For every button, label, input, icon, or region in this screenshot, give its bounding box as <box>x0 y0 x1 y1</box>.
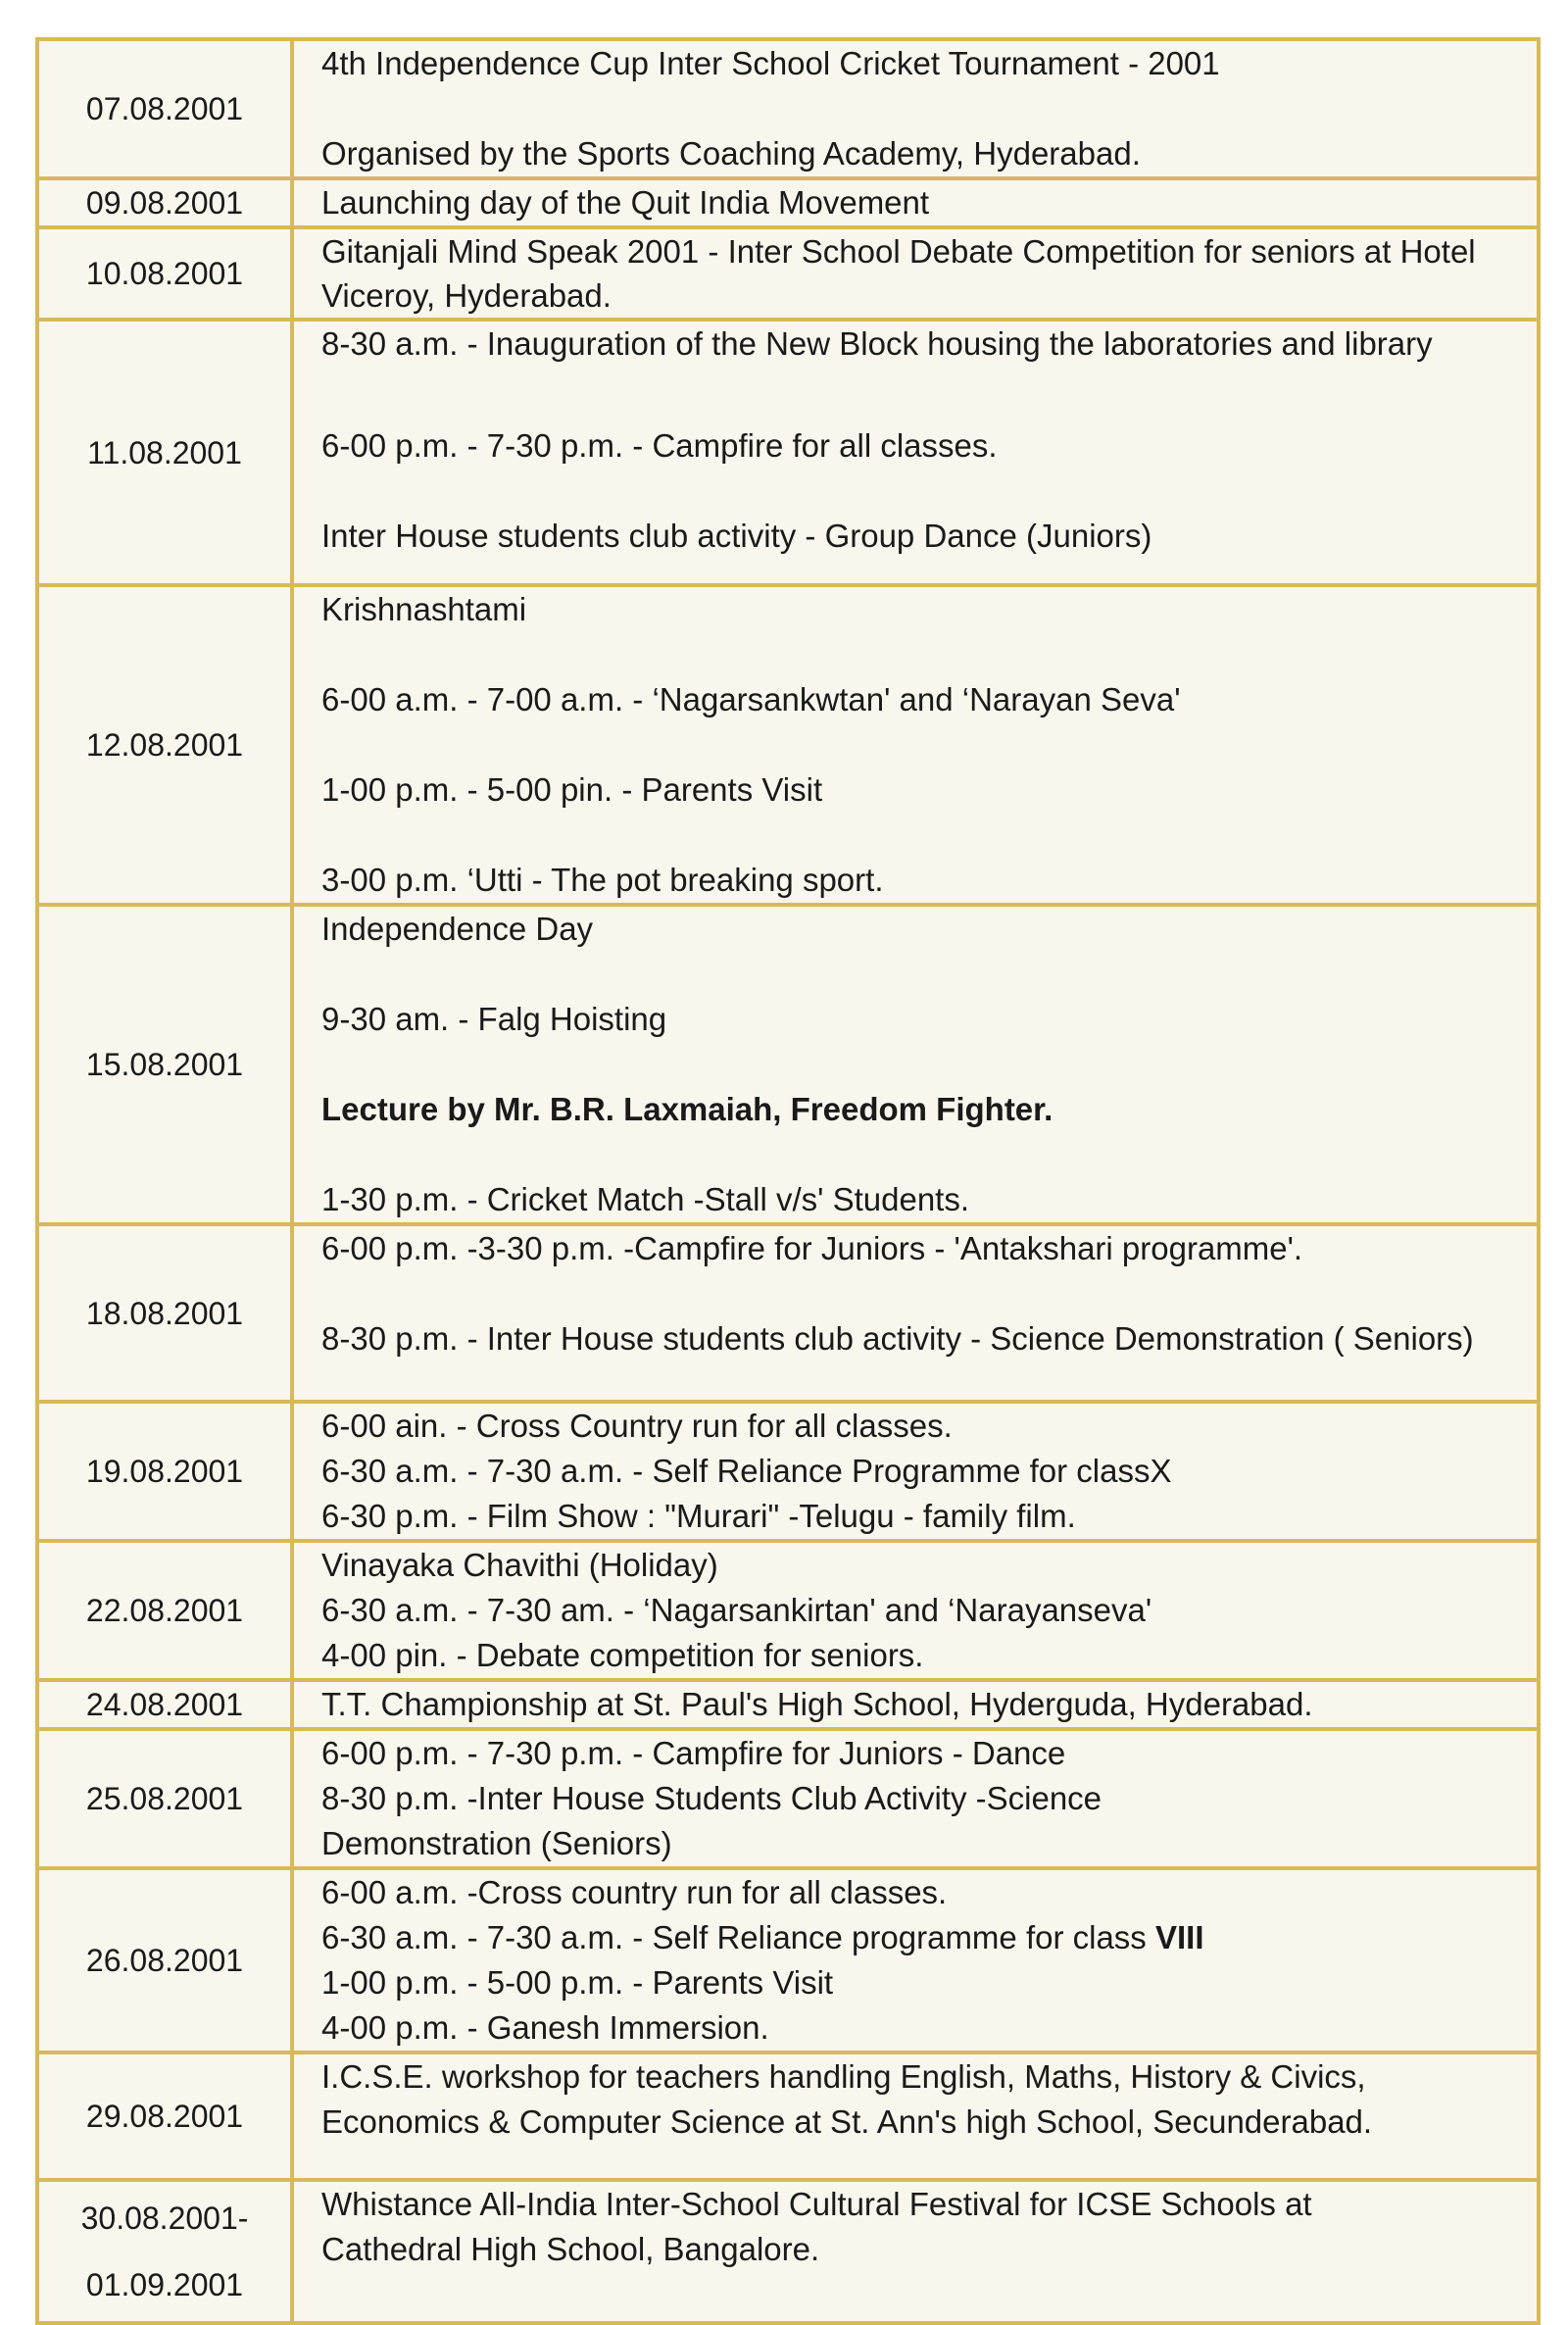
schedule-row <box>37 2053 1539 2180</box>
spacer <box>321 722 1523 767</box>
event-text: I.C.S.E. workshop for teachers handling English, Maths, History & Civics, <box>321 2058 1366 2095</box>
schedule-row <box>37 2180 1539 2323</box>
event-text: Krishnashtami <box>321 591 527 627</box>
date-cell <box>37 1224 292 1402</box>
event-text: 6-00 ain. - Cross Country run for all classes. <box>321 1408 953 1444</box>
schedule-row <box>37 1729 1539 1868</box>
schedule-row <box>37 39 1539 178</box>
event-line <box>321 2182 1523 2227</box>
event-text: 6-00 p.m. -3-30 p.m. -Campfire for Juniors - 'Antakshari programme'. <box>321 1230 1303 1266</box>
date-text: 22.08.2001 <box>85 1593 244 1628</box>
event-cell <box>292 585 1539 905</box>
date-text: 01.09.2001 <box>85 2267 244 2302</box>
event-text: Organised by the Sports Coaching Academy, Hyderabad. <box>321 135 1141 172</box>
event-text: 8-30 p.m. -Inter House Students Club Activity -Science <box>321 1780 1102 1816</box>
event-text: Economics & Computer Science at St. Ann's high School, Secunderabad. <box>321 2103 1373 2140</box>
event-line <box>321 1776 1523 1821</box>
event-line <box>321 1226 1523 1271</box>
event-line <box>321 2005 1523 2051</box>
event-line <box>321 2054 1523 2100</box>
spacer <box>321 367 1523 423</box>
event-text: 4-00 pin. - Debate competition for seniors. <box>321 1637 924 1673</box>
event-line <box>321 997 1523 1042</box>
event-text: Gitanjali Mind Speak 2001 - Inter School Debate Competition for seniors at Hotel Viceroy, Hyderabad. <box>321 233 1476 314</box>
schedule-row <box>37 320 1539 585</box>
date-text: 25.08.2001 <box>85 1781 244 1816</box>
spacer <box>321 952 1523 997</box>
event-text: Vinayaka Chavithi (Holiday) <box>321 1547 718 1583</box>
event-line <box>321 180 1523 225</box>
date-cell <box>37 178 292 227</box>
date-text: 07.08.2001 <box>85 91 244 126</box>
spacer <box>321 86 1523 131</box>
event-cell <box>292 905 1539 1224</box>
event-text: 6-30 a.m. - 7-30 a.m. - Self Reliance Programme for classX <box>321 1453 1172 1489</box>
event-text: 3-00 p.m. ‘Utti - The pot breaking sport. <box>321 862 884 898</box>
date-cell <box>37 227 292 320</box>
event-line <box>321 1633 1523 1678</box>
event-text: Lecture by Mr. B.R. Laxmaiah, Freedom Fighter. <box>321 1091 1054 1127</box>
event-line <box>321 767 1523 813</box>
event-text: Cathedral High School, Bangalore. <box>321 2231 820 2267</box>
event-cell <box>292 39 1539 178</box>
schedule-row <box>37 178 1539 227</box>
event-line <box>321 1494 1523 1539</box>
event-text: 1-30 p.m. - Cricket Match -Stall v/s' Students. <box>321 1181 970 1217</box>
date-text: 18.08.2001 <box>85 1295 244 1331</box>
event-line <box>321 131 1523 176</box>
spacer <box>321 632 1523 677</box>
event-text: Whistance All-India Inter-School Cultural Festival for ICSE Schools at <box>321 2186 1312 2222</box>
date-cell <box>37 39 292 178</box>
schedule-row <box>37 1224 1539 1402</box>
date-text: 12.08.2001 <box>85 727 244 763</box>
event-text: 6-30 p.m. - Film Show : "Murari" -Telugu - family film. <box>321 1498 1076 1534</box>
spacer <box>321 469 1523 514</box>
date-text: 29.08.2001 <box>85 2099 244 2134</box>
event-text: Launching day of the Quit India Movement <box>321 184 930 221</box>
event-line <box>321 423 1523 469</box>
spacer <box>321 1042 1523 1087</box>
event-line <box>321 1682 1523 1727</box>
date-text: 10.08.2001 <box>85 256 244 291</box>
event-cell <box>292 1402 1539 1541</box>
date-cell <box>37 1402 292 1541</box>
date-cell <box>37 2180 292 2323</box>
event-cell <box>292 1680 1539 1729</box>
spacer <box>321 813 1523 858</box>
event-text: 1-00 p.m. - 5-00 pin. - Parents Visit <box>321 771 823 808</box>
event-line <box>321 1821 1523 1866</box>
event-line <box>321 2227 1523 2272</box>
schedule-row <box>37 1868 1539 2053</box>
event-text: 6-30 a.m. - 7-30 a.m. - Self Reliance programme for class <box>321 1919 1155 1955</box>
event-line <box>321 1316 1523 1360</box>
event-line <box>321 677 1523 722</box>
event-line <box>321 1915 1523 1960</box>
event-text: 1-00 p.m. - 5-00 p.m. - Parents Visit <box>321 1964 834 2001</box>
date-cell <box>37 1868 292 2053</box>
schedule-row <box>37 227 1539 320</box>
schedule-row <box>37 1541 1539 1680</box>
date-text: 11.08.2001 <box>87 434 242 470</box>
event-line <box>321 229 1523 318</box>
event-text: 6-00 p.m. - 7-30 p.m. - Campfire for all classes. <box>321 427 998 464</box>
event-line <box>321 1588 1523 1633</box>
spacer <box>321 1132 1523 1177</box>
event-line <box>321 1731 1523 1776</box>
event-line <box>321 514 1523 559</box>
event-line <box>321 1960 1523 2005</box>
event-text: Independence Day <box>321 911 594 947</box>
date-cell <box>37 905 292 1224</box>
spacer <box>321 1271 1523 1316</box>
event-text: 6-30 a.m. - 7-30 am. - ‘Nagarsankirtan' and ‘Narayanseva' <box>321 1592 1152 1628</box>
schedule-row <box>37 585 1539 905</box>
event-text: Demonstration (Seniors) <box>321 1825 672 1861</box>
date-text: 30.08.2001- <box>80 2201 249 2236</box>
event-line <box>321 322 1523 367</box>
date-cell <box>37 585 292 905</box>
event-line <box>321 2100 1523 2145</box>
event-cell <box>292 1868 1539 2053</box>
event-text: 6-00 p.m. - 7-30 p.m. - Campfire for Juniors - Dance <box>321 1735 1066 1771</box>
event-text: Inter House students club activity - Group Dance (Juniors) <box>321 518 1152 554</box>
event-cell <box>292 2180 1539 2323</box>
event-line <box>321 1087 1523 1132</box>
schedule-row <box>37 1402 1539 1541</box>
event-text-bold: VIII <box>1154 1919 1204 1955</box>
event-cell <box>292 1541 1539 1680</box>
date-cell <box>37 2053 292 2180</box>
event-cell <box>292 1224 1539 1402</box>
event-line <box>321 41 1523 86</box>
date-text: 15.08.2001 <box>85 1047 244 1082</box>
schedule-row <box>37 1680 1539 1729</box>
event-line <box>321 1870 1523 1915</box>
date-cell <box>37 1729 292 1868</box>
date-cell <box>37 1541 292 1680</box>
schedule-table <box>35 37 1541 2325</box>
event-line <box>321 587 1523 632</box>
event-text: 4th Independence Cup Inter School Cricket Tournament - 2001 <box>321 45 1220 81</box>
event-cell <box>292 320 1539 585</box>
event-text: 8-30 p.m. - Inter House students club activity - Science Demonstration ( Seniors) <box>321 1320 1474 1357</box>
event-text: 8-30 a.m. - Inauguration of the New Block housing the laboratories and library <box>321 325 1433 362</box>
event-line <box>321 1177 1523 1222</box>
date-text: 24.08.2001 <box>85 1687 244 1722</box>
schedule-row <box>37 905 1539 1224</box>
event-cell <box>292 2053 1539 2180</box>
date-cell <box>37 1680 292 1729</box>
date-text: 26.08.2001 <box>85 1943 244 1978</box>
event-text: 6-00 a.m. -Cross country run for all classes. <box>321 1874 948 1910</box>
event-line <box>321 1449 1523 1494</box>
date-text: 19.08.2001 <box>85 1454 244 1489</box>
event-line <box>321 1543 1523 1588</box>
event-text: 4-00 p.m. - Ganesh Immersion. <box>321 2009 769 2046</box>
event-cell <box>292 178 1539 227</box>
event-text: T.T. Championship at St. Paul's High School, Hyderguda, Hyderabad. <box>321 1686 1313 1722</box>
date-cell <box>37 320 292 585</box>
date-text: 09.08.2001 <box>85 185 244 221</box>
event-cell <box>292 1729 1539 1868</box>
event-line <box>321 858 1523 903</box>
event-line <box>321 1404 1523 1449</box>
event-text: 6-00 a.m. - 7-00 a.m. - ‘Nagarsankwtan' and ‘Narayan Seva' <box>321 681 1181 717</box>
event-line <box>321 907 1523 952</box>
schedule-body <box>37 39 1539 2323</box>
event-cell <box>292 227 1539 320</box>
event-text: 9-30 am. - Falg Hoisting <box>321 1001 667 1037</box>
